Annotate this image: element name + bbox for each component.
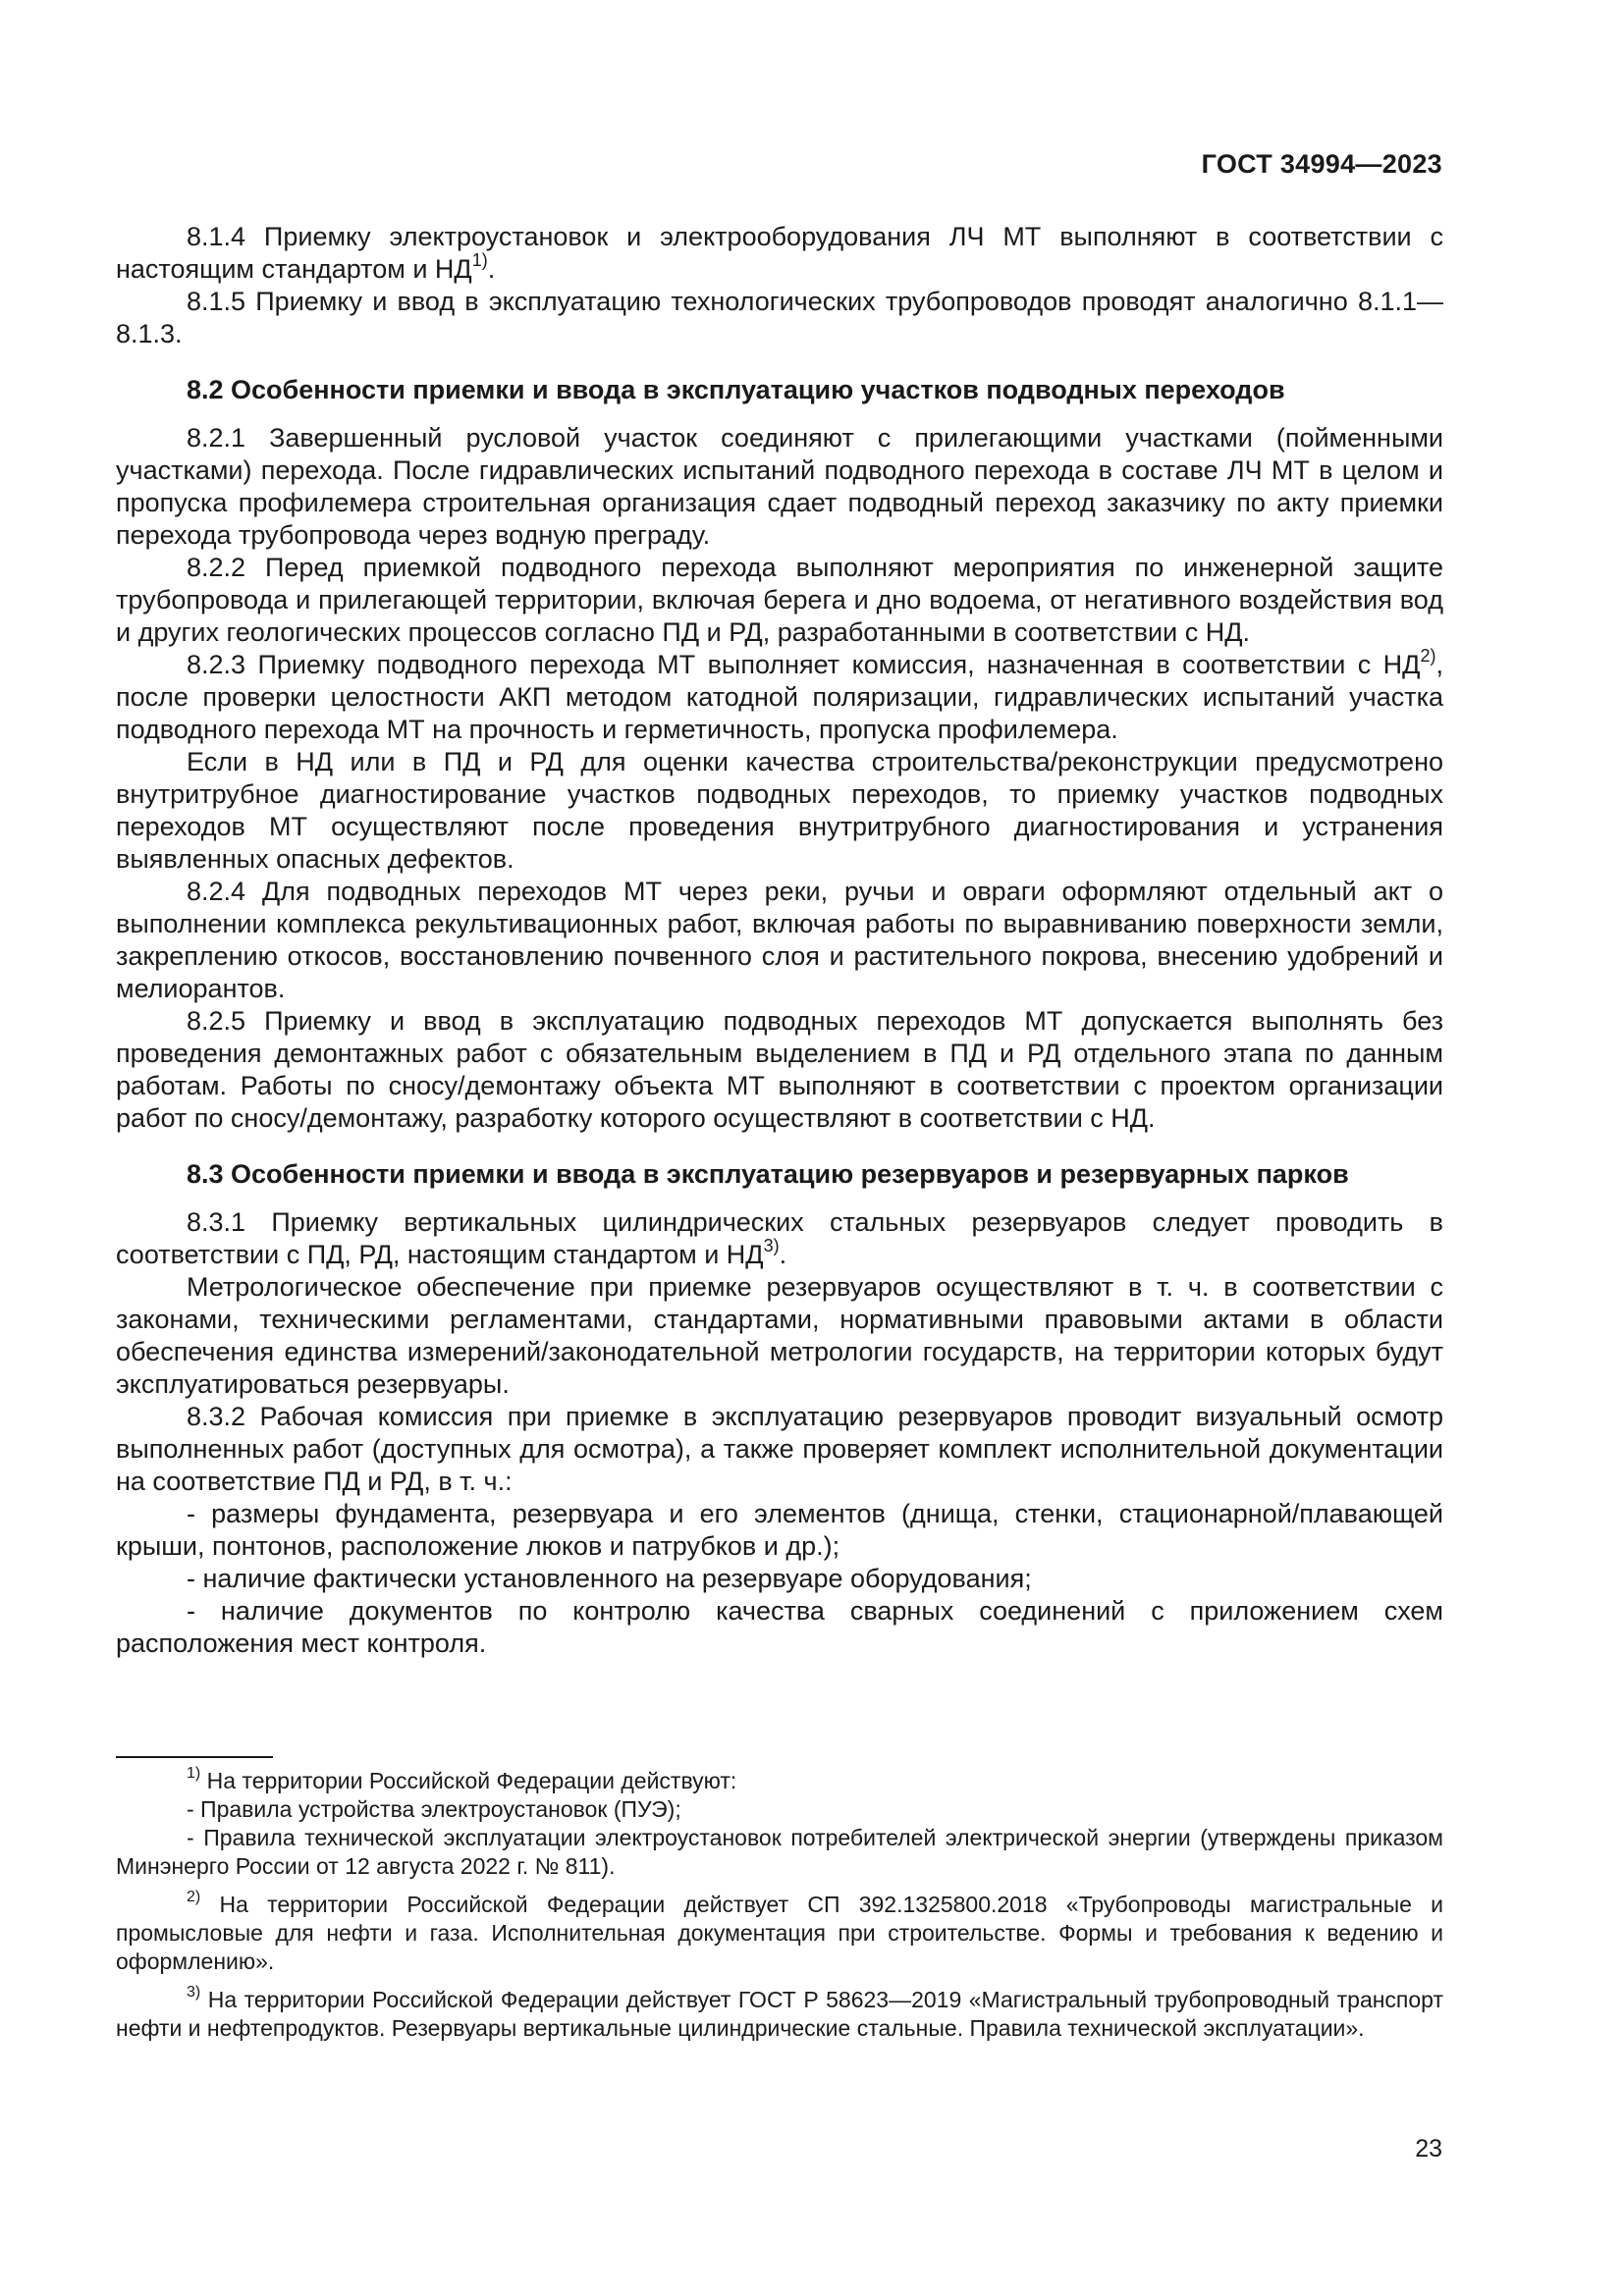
paragraph-text: 8.1.4 Приемку электроустановок и электрооборудования ЛЧ МТ выполняют в соответствии с настоящим стандартом и НД: [116, 222, 1443, 284]
page-number: 23: [1415, 2135, 1442, 2163]
footnote-3: [116, 1986, 1443, 2043]
paragraph-tail: .: [487, 254, 496, 284]
paragraph-8-2-3: [116, 646, 1443, 746]
footnote-1: [116, 1767, 1443, 1881]
paragraph-tail: , после проверки целостности АКП методом катодной поляризации, гидравлических испытаний участка подводного перехода МТ на прочность и герметичность, пропуска профилемера.: [116, 650, 1443, 744]
footnote-ref-3[interactable]: 3): [763, 1236, 780, 1255]
paragraph-8-2-3-cont: Если в НД или в ПД и РД для оценки качества строительства/реконструкции предусмотрено внутритрубное диагностирование участков подводных переходов, то приемку участков подводных переходов МТ осуществляют после проведения внутритрубного диагностирования и устранения выявленных опасных дефектов.: [116, 747, 1443, 874]
footnote-ref-1[interactable]: 1): [471, 250, 488, 270]
list-item: - наличие документов по контролю качества сварных соединений с приложением схем расположения мест контроля.: [116, 1596, 1443, 1658]
footnote-marker: 2): [187, 1889, 201, 1906]
paragraph-8-2-2: 8.2.2 Перед приемкой подводного перехода выполняют мероприятия по инженерной защите трубопровода и прилегающей территории, включая берега и дно водоема, от негативного воздействия вод и других геологических процессов согласно ПД и РД, разработанными в соответствии с НД.: [116, 553, 1443, 647]
section-heading-8-3: 8.3 Особенности приемки и ввода в эксплуатацию резервуаров и резервуарных парков: [187, 1159, 1349, 1189]
paragraph-8-3-1-cont: Метрологическое обеспечение при приемке резервуаров осуществляют в т. ч. в соответствии с законами, техническими регламентами, стандартами, нормативными правовыми актами в области обеспечения единства измерений/законодательной метрологии государств, на территории которых будут эксплуатироваться резервуары.: [116, 1272, 1443, 1399]
section-heading-8-2: 8.2 Особенности приемки и ввода в эксплуатацию участков подводных переходов: [187, 375, 1285, 404]
paragraph-8-2-5: 8.2.5 Приемку и ввод в эксплуатацию подводных переходов МТ допускается выполнять без проведения демонтажных работ с обязательным выделением в ПД и РД отдельного этапа по данным работам. Работы по сносу/демонтажу объекта МТ выполняют в соответствии с проектом организации работ по сносу/демонтажу, разработку которого осуществляют в соответствии с НД.: [116, 1006, 1443, 1133]
paragraph-text: 8.3.1 Приемку вертикальных цилиндрических стальных резервуаров следует проводить в соответствии с ПД, РД, настоящим стандартом и НД: [116, 1207, 1443, 1269]
paragraph-8-2-4: 8.2.4 Для подводных переходов МТ через реки, ручьи и овраги оформляют отдельный акт о выполнении комплекса рекультивационных работ, включая работы по выравниванию поверхности земли, закреплению откосов, восстановлению почвенного слоя и растительного покрова, внесению удобрений и мелиорантов.: [116, 877, 1443, 1003]
list-item: - наличие фактически установленного на резервуаре оборудования;: [187, 1564, 1032, 1593]
footnote-list-item: - Правила технической эксплуатации электроустановок потребителей электрической энергии (утверждены приказом Минэнерго России от 12 августа 2022 г. № 811).: [116, 1825, 1443, 1879]
standard-designation: ГОСТ 34994—2023: [1201, 149, 1442, 179]
paragraph-8-1-4: [116, 221, 1443, 286]
footnote-text: На территории Российской Федерации действует СП 392.1325800.2018 «Трубопроводы магистральные и промысловые для нефти и газа. Исполнительная документация при строительстве. Формы и требования к ведению и оформлению».: [116, 1892, 1443, 1974]
list-item: - размеры фундамента, резервуара и его элементов (днища, стенки, стационарной/плавающей крыши, понтонов, расположение люков и патрубков и др.);: [116, 1499, 1443, 1561]
footnote-separator: [116, 1756, 273, 1758]
footnote-2: [116, 1891, 1443, 1976]
footnote-list-item: - Правила устройства электроустановок (ПУЭ);: [187, 1796, 681, 1822]
main-text: [116, 221, 1443, 1660]
paragraph-8-1-5: 8.1.5 Приемку и ввод в эксплуатацию технологических трубопроводов проводят аналогично 8.1.1—8.1.3.: [116, 287, 1443, 348]
footnotes: [116, 1767, 1443, 2053]
footnote-marker: 1): [187, 1765, 201, 1783]
footnote-ref-2[interactable]: 2): [1420, 646, 1436, 666]
paragraph-text: 8.2.3 Приемку подводного перехода МТ выполняет комиссия, назначенная в соответствии с НД: [187, 650, 1421, 679]
paragraph-8-3-2: 8.3.2 Рабочая комиссия при приемке в эксплуатацию резервуаров проводит визуальный осмотр выполненных работ (доступных для осмотра), а также проверяет комплект исполнительной документации на соответствие ПД и РД, в т. ч.:: [116, 1402, 1443, 1496]
paragraph-8-3-1: [116, 1206, 1443, 1271]
paragraph-8-2-1: 8.2.1 Завершенный русловой участок соединяют с прилегающими участками (пойменными участками) перехода. После гидравлических испытаний подводного перехода в составе ЛЧ МТ в целом и пропуска профилемера строительная организация сдает подводный переход заказчику по акту приемки перехода трубопровода через водную преграду.: [116, 423, 1443, 550]
paragraph-tail: .: [779, 1240, 787, 1269]
footnote-text: На территории Российской Федерации действует ГОСТ Р 58623—2019 «Магистральный трубопроводный транспорт нефти и нефтепродуктов. Резервуары вертикальные цилиндрические стальные. Правила технической эксплуатации».: [116, 1987, 1443, 2041]
footnote-marker: 3): [187, 1984, 201, 2002]
footnote-text: На территории Российской Федерации действуют:: [200, 1768, 737, 1793]
